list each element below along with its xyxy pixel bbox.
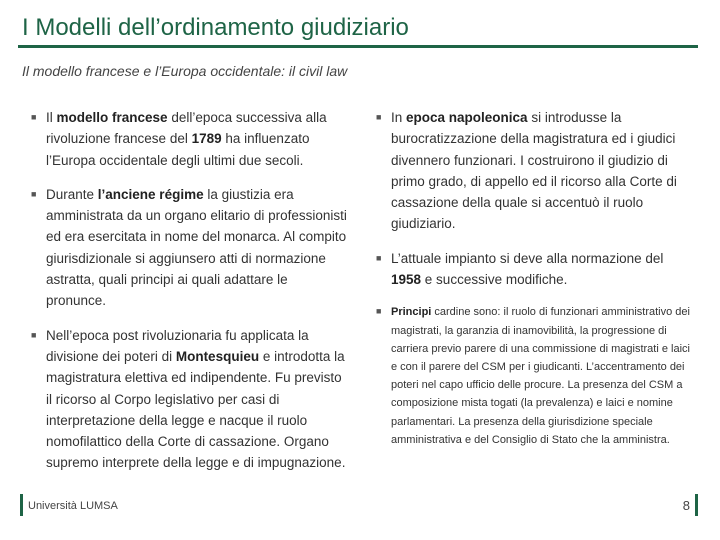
bullet-text: In epoca napoleonica si introdusse la burocratizzazione della magistratura ed i giudici divennero funzionari. I costruirono il giudizio di primo grado, di appello ed il ricorso alla Corte di cassazione della quale si accentuò il ruolo giudiziario. xyxy=(391,110,677,232)
bullet-item xyxy=(376,303,696,449)
footer-institution: Università LUMSA xyxy=(28,500,118,512)
title-underline xyxy=(18,45,698,48)
square-bullet-icon: ■ xyxy=(376,252,382,263)
square-bullet-icon: ■ xyxy=(31,329,37,340)
footer-accent-bar xyxy=(20,494,23,516)
bullet-item xyxy=(376,248,696,291)
bullet-text: L’attuale impianto si deve alla normazione del 1958 e successive modifiche. xyxy=(391,250,664,288)
page-number: 8 xyxy=(682,498,690,513)
bullet-text: Nell’epoca post rivoluzionaria fu applicata la divisione dei poteri di Montesquieu e introdotta la magistratura elettiva ed indipendente. Fu previsto il ricorso al Corpo legislativo per casi di interpretazione della legge e nacque il ruolo nomofilattico della Corte di cassazione. Organo supremo interprete della legge e di impugnazione. xyxy=(46,327,346,471)
bullet-item xyxy=(31,325,351,474)
bullet-text: Durante l’anciene régime la giustizia era amministrata da un organo elitario di professionisti ed era esercitata in nome del monarca. Al compito giurisdizionale si aggiunsero atti di normazione astratta, quali principi ai quali adattare le pronunce. xyxy=(46,186,347,309)
square-bullet-icon: ■ xyxy=(376,112,382,122)
right-column xyxy=(376,107,696,462)
bullet-item xyxy=(376,107,696,235)
left-column xyxy=(31,107,351,487)
bullet-text: Il modello francese dell’epoca successiva alla rivoluzione francese del 1789 ha influenzato l’Europa occidentale degli ultimi due secoli. xyxy=(46,110,327,168)
footer-accent-bar xyxy=(695,494,698,516)
bullet-item xyxy=(31,184,351,312)
bullet-item xyxy=(31,107,351,171)
bullet-text: Principi cardine sono: il ruolo di funzionari amministrativo dei magistrati, la garanzia di inamovibilità, la progressione di carriera previo parere di una commissione di magistrati e laici e con il parere del CSM per i giudicanti. L’accentramento dei poteri nel capo ufficio delle procure. La presenza del CSM a composizione mista togati (la prevalenza) e laici e nomine parlamentari. La presenza della giurisdizione speciale amministrativa e del Consiglio di Stato che la amministra. xyxy=(391,306,690,446)
square-bullet-icon: ■ xyxy=(376,306,382,317)
slide-subtitle: Il modello francese e l’Europa occidentale: il civil law xyxy=(22,63,348,79)
slide-title: I Modelli dell’ordinamento giudiziario xyxy=(22,14,409,41)
square-bullet-icon: ■ xyxy=(31,112,37,122)
square-bullet-icon: ■ xyxy=(31,188,37,199)
